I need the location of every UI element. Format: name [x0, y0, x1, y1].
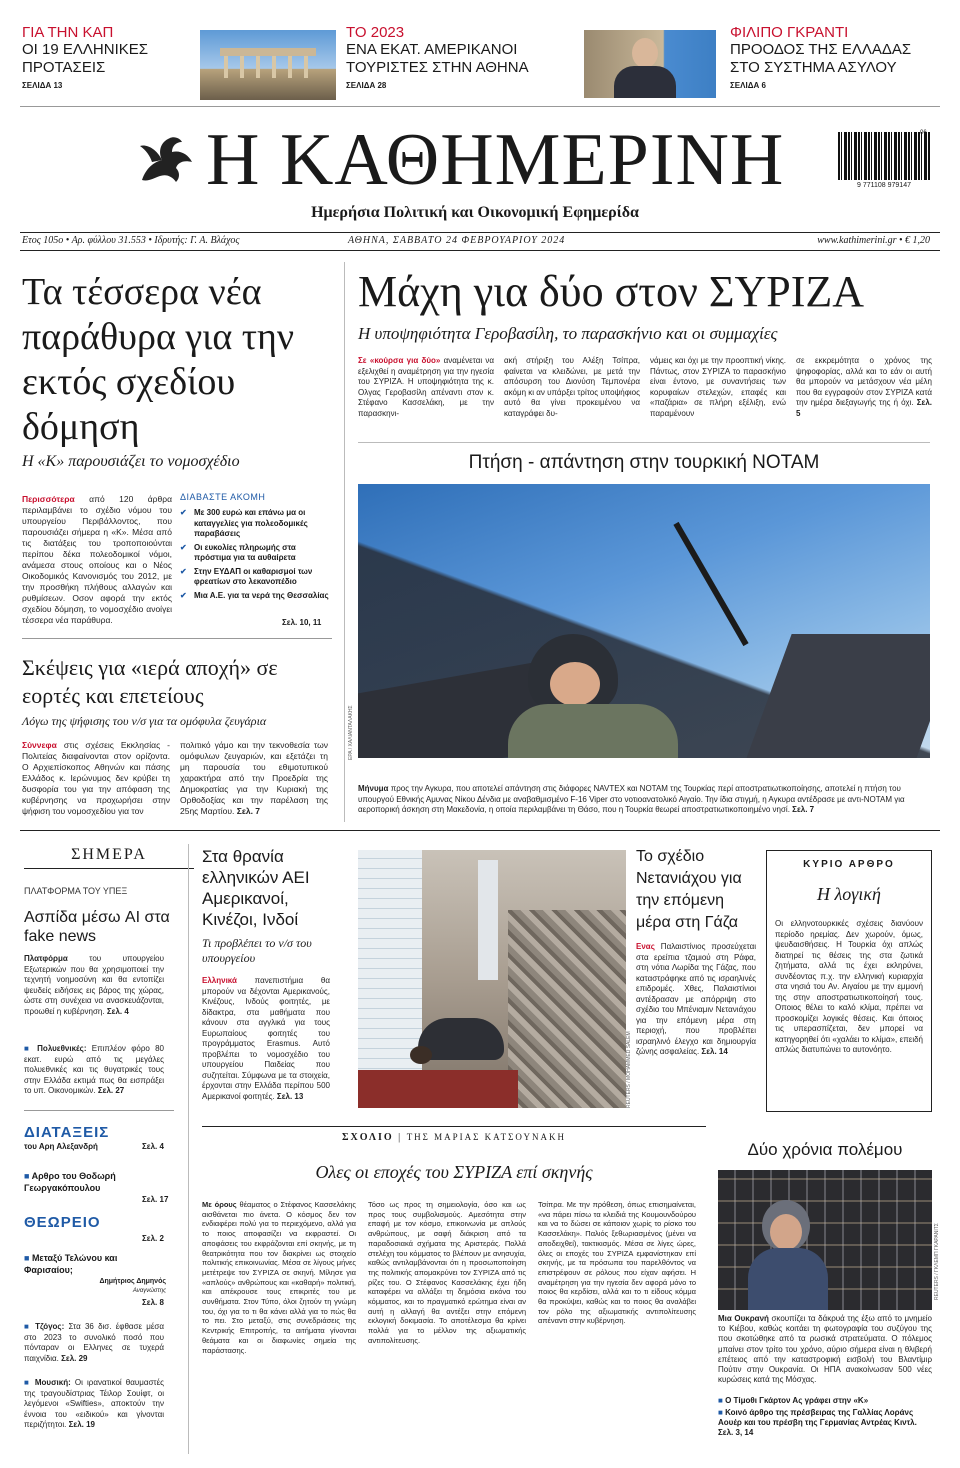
ukraine-headline[interactable]: Δύο χρόνια πολέμου: [747, 1140, 903, 1159]
index-item3-role: Αναγνώστης: [132, 1288, 166, 1294]
building-headline[interactable]: Τα τέσσερα νέα παράθυρα για την εκτός σχεδίου δόμηση: [22, 271, 295, 448]
acropolis-photo: [200, 30, 336, 100]
check-icon: ✔: [180, 590, 187, 600]
commentary-col2: Τόσο ως προς τη σημειολογία, όσο και ως προς τους συμβολισμούς. Αμεσότητα στην επαφή με τον κόσμο, επικοινωνία με απλούς ανθρώπους, με σαφή διάκριση από τα παραδοσιακά σχήματα της Αριστεράς. Πολλά στελέχη του κόμματος το βλέπουν με ανησυχία, καθώς αντιλαμβάνονται ότι η προσωποποίηση της πολιτικής απομακρύνει τον ΣΥΡΙΖΑ από τις ρίζες του. Ο Στέφανος Κασσελάκης έχει ήδη καταφέρει να αλλάξει τη δημόσια εικόνα του κόμματος, και το πραγματικό ερώτημα είναι αν αυτή η αλλαγή θα αντέξει στην επόμενη εκλογική δοκιμασία. Το αποτέλεσμα θα κρίνει πολλά για το μέλλον της αξιωματικής αντιπολίτευσης.: [368, 1200, 526, 1345]
editorial-title: Η λογική: [817, 884, 881, 904]
teaser-grandi[interactable]: [730, 24, 930, 90]
building-body: [22, 494, 172, 626]
index-section2-pages: Σελ. 2: [142, 1234, 164, 1243]
teaser-title: ΠΡΟΟΔΟΣ ΤΗΣ ΕΛΛΑΔΑΣ ΣΤΟ ΣΥΣΤΗΜΑ ΑΣΥΛΟΥ: [730, 41, 912, 76]
universities-headline[interactable]: Στα θρανία ελληνικών ΑΕΙ Αμερικανοί, Κινέζοι, Ινδοί: [202, 847, 310, 929]
notam-headline[interactable]: Πτήση - απάντηση στην τουρκική NOTAM: [468, 452, 820, 473]
read-more-title: ΔΙΑΒΑΣΤΕ ΑΚΟΜΗ: [180, 492, 266, 502]
religion-pages: Σελ. 7: [236, 806, 261, 816]
column-divider: [188, 844, 189, 1454]
issue-info: Ετος 105ο • Αρ. φύλλου 31.553 • Ιδρυτής: Γ. Α. Βλάχος: [22, 235, 240, 246]
date-line: ΑΘΗΝΑ, ΣΑΒΒΑΤΟ 24 ΦΕΒΡΟΥΑΡΙΟΥ 2024: [348, 235, 566, 246]
index-item3-pages: Σελ. 8: [142, 1298, 164, 1307]
ukraine-body: Μια Ουκρανή σκουπίζει τα δάκρυά της έξω από το μνημείο το Κιέβου, καθώς κοιτάει τη φωτογραφία του συζύγου της που σκοτώθηκε από τα ρωσικά στρατεύματα. Ο πόλεμος μπαίνει στον τρίτο του χρόνο, αύριο σήμερα είναι η θλιβερή επέτειος από την καταστροφική εισβολή του Βλαντίμιρ Πούτιν στην Ουκρανία. Οι ΗΠΑ ανακοίνωσαν 500 νέες κυρώσεις κατά της Μόσχας.: [718, 1314, 932, 1385]
today-title: ΣΗΜΕΡΑ: [24, 846, 194, 869]
syriza-col3: νάμεις και όχι με την προοπτική νίκης. Πάντως, στον ΣΥΡΙΖΑ το παρασκήνιο είναι έντονο, με συναντήσεις των κορυφαίων στελεχών, επαφές και «παζάρια» σε πλήρη εξέλιξη, ενώ παραμένουν: [650, 356, 786, 418]
index-section2[interactable]: ΘΕΩΡΕΙΟ: [24, 1214, 101, 1231]
read-more-list: [180, 508, 330, 604]
teaser-page: ΣΕΛΙΔΑ 6: [730, 81, 766, 90]
teaser-tourists[interactable]: [346, 24, 556, 90]
gaza-credit: REUTERS / MOHAMMED SALEM: [626, 1031, 632, 1108]
barcode-issue: 06: [920, 130, 927, 136]
building-lead: Περισσότερα: [22, 494, 75, 504]
building-pages: Σελ. 10, 11: [282, 618, 322, 627]
index-item5: ■ Μουσική: Οι ιρανατικοί θαυμαστές της τραγουδίστριας Τέιλορ Σουίφτ, οι λεγόμενοι «Swifties», αποκτούν την έννοια του «ειδικού» και γίνονται περιζήτητοι. Σελ. 19: [24, 1378, 164, 1431]
index-item4: ■ Τζόγος: Στα 36 δισ. έφθασε μέσα στο 2023 το συνολικό ποσό που πόνταραν οι Ελληνες σε τυχερά παιχνίδια. Σελ. 29: [24, 1322, 164, 1364]
commentary-headline[interactable]: Ολες οι εποχές του ΣΥΡΙΖΑ επί σκηνής: [315, 1162, 593, 1182]
building-body-text: από 120 άρθρα περιλαμβάνει το σχέδιο νόμου του υπουργείου Περιβάλλοντος, που παρουσιάζει σήμερα η «Κ». Μέσα από τις διατάξεις του τροποποιούνται περίπου δέκα πολεοδομικοί νόμοι, ανάμεσα στους οποίους και ο Νέος Οικοδομικός Κανονισμός του 2012, με την προσθήκη πλήθους αλλαγών και ρυθμίσεων. Οσον αφορά την εκτός σχεδίου δόμηση, το νομοσχέδιο ανοίγει τέσσερα νέα παράθυρα.: [22, 494, 172, 625]
ukraine-bullet1[interactable]: ■ Ο Τίμοθι Γκάρτον Ας γράφει στην «Κ»: [718, 1396, 932, 1406]
teaser-title: ΕΝΑ ΕΚΑΤ. ΑΜΕΡΙΚΑΝΟΙ ΤΟΥΡΙΣΤΕΣ ΣΤΗΝ ΑΘΗΝΑ: [346, 41, 529, 76]
barcode-number: 9 771108 979147: [857, 182, 911, 189]
syriza-col2: ακή στήριξη του Αλέξη Τσίπρα, φαίνεται να κλειδώνει, με μετά την απόσυρση του Διονύση Τεμπονέρα ακόμη κι αν υπάρξει τρίτος υποψήφιος αυτό θα γίνει προκειμένου να καταγράφει δυ-: [504, 356, 640, 418]
syriza-lead: Σε «κούρσα για δύο»: [358, 356, 441, 365]
notam-caption-lead: Μήνυμα: [358, 784, 389, 793]
religion-lead: Σύννεφα: [22, 740, 57, 750]
today-lead: Πλατφόρμα: [24, 954, 68, 963]
syriza-col4: σε εκκρεμότητα ο χρόνος της ψηφοφορίας, αλλά και το εάν οι αυτή θα μπορούν να μετάσχουν νέα μέλη που θα εγγραφούν στον ΣΥΡΙΖΑ κατά την ημέρα διεξαγωγής της ή όχι. Σελ. 5: [796, 356, 932, 418]
check-icon: ✔: [180, 508, 187, 517]
index-item3-author: Δημήτριος Δημηνός: [99, 1278, 166, 1285]
read-more-item[interactable]: ✔ Μια Α.Ε. για τα νερά της Θεσσαλίας: [180, 590, 329, 600]
universities-pages: Σελ. 13: [276, 1091, 304, 1101]
teaser-kicker: ΤΟ 2023: [346, 24, 405, 41]
teaser-page: ΣΕΛΙΔΑ 13: [22, 81, 63, 90]
today-headline[interactable]: Ασπίδα μέσω AI στα fake news: [24, 909, 170, 945]
divider: [358, 442, 930, 443]
teaser-kicker: ΦΙΛΙΠΟ ΓΚΡΑΝΤΙ: [730, 24, 849, 41]
index-section1[interactable]: ΔΙΑΤΑΞΕΙΣ: [24, 1124, 110, 1141]
divider: [20, 250, 940, 251]
check-icon: ✔: [180, 566, 187, 576]
gaza-photo: [358, 850, 626, 1108]
read-more-item[interactable]: ✔ Με 300 ευρώ και επάνω μα οι καταγγελίες για πολεοδομικές παραβάσεις: [180, 508, 308, 538]
divider: [20, 232, 940, 233]
teaser-page: ΣΕΛΙΔΑ 28: [346, 81, 387, 90]
read-more-item[interactable]: ✔ Στην ΕΥΔΑΠ οι καθαρισμοί των φρεατίων στο λεκανοπέδιο: [180, 566, 313, 586]
editorial-label: ΚΥΡΙΟ ΑΡΘΡΟ: [803, 859, 895, 870]
today-kicker: ΠΛΑΤΦΟΡΜΑ ΤΟΥ ΥΠΕΞ: [24, 886, 128, 896]
ukraine-bullet2[interactable]: ■ Κοινό άρθρο της πρέσβειρας της Γαλλίας Λοράνς Αουέρ και του πρέσβη της Γερμανίας Αντρέας Κιντλ. Σελ. 3, 14: [718, 1408, 932, 1438]
religion-headline[interactable]: Σκέψεις για «ιερά αποχή» σε εορτές και επετείους: [22, 655, 278, 708]
read-more-item[interactable]: ✔ Οι ευκολίες πληρωμής στα πρόστιμα για τα αυθαίρετα: [180, 542, 296, 562]
today-item2-lead: ■ Πολυεθνικές:: [24, 1044, 87, 1053]
notam-pages: Σελ. 7: [792, 805, 815, 814]
divider: [24, 1110, 174, 1111]
universities-lead: Ελληνικά: [202, 976, 237, 985]
teaser-kap[interactable]: [22, 24, 172, 90]
syriza-headline[interactable]: Μάχη για δύο στον ΣΥΡΙΖΑ: [358, 267, 865, 316]
gaza-lead: Ενας: [636, 942, 655, 951]
commentary-col3: Τσίπρα. Με την πρόθεση, όπως επισημαίνεται, «να πάρει πίσω τα κλειδιά της Κουμουνδούρου και να το δώσει σε κάποιον χωρίς το ρίσκο του Κασσελάκη». Παλιός ξεθωριασμένος (μένει να αποδειχθεί), τακτικισμός. Μέσα σε λίγες ώρες, όλες οι εποχές του ΣΥΡΙΖΑ εμφανίστηκαν επί σκηνής, με τα πρόσωπα του παρελθόντος να επιστρέφουν σε ρόλους που είχαν αφήσει. Η αναμέτρηση για την ηγεσία δεν αφορά μόνο το ποιος θα κερδίσει, αλλά και το τι είδους κόμμα θα προκύψει, καθώς και το ποιος θα αναλάβει τον ρόλο της αξιωματικής αντιπολίτευσης απέναντι στην κυβέρνηση.: [538, 1200, 696, 1326]
ukraine-pages: Σελ. 3, 14: [718, 1428, 754, 1437]
religion-col2: [180, 740, 328, 817]
index-item3[interactable]: ■ Μεταξύ Τελώνου και Φαρισαίου;: [24, 1252, 144, 1276]
divider: [202, 1126, 706, 1127]
commentary-header: ΣΧΟΛΙΟ | ΤΗΣ ΜΑΡΙΑΣ ΚΑΤΣΟΥΝΑΚΗ: [342, 1132, 566, 1143]
editorial-box: [766, 850, 932, 1112]
syriza-subhead: Η υποψηφιότητα Γεροβασίλη, το παρασκήνιο και οι συμμαχίες: [358, 324, 778, 343]
ukraine-credit: REUTERS / ΓΚΛΕΜΠ ΓΚΑΡΑΝΙΤΣ: [934, 1223, 940, 1300]
divider: [20, 830, 940, 831]
gaza-pages: Σελ. 14: [701, 1047, 728, 1056]
ukraine-lead: Μια Ουκρανή: [718, 1314, 769, 1323]
ukraine-photo: [718, 1170, 932, 1310]
cockpit-photo: [358, 484, 930, 758]
masthead-title: Η ΚΑΘΗΜΕΡΙΝΗ: [206, 119, 785, 201]
religion-col1-text: στις σχέσεις Εκκλησίας - Πολιτείας διαφαίνονται στον ορίζοντα. Ο Αρχιεπίσκοπος Αθηνών και πάσης Ελλάδος κ. Ιερώνυμος δεν κρύβει τη δυσφορία του για την απόφαση της κυβέρνησης να προχωρήσει στην ψήφιση του νομοσχεδίου για τον: [22, 740, 170, 816]
building-subhead: Η «Κ» παρουσιάζει το νομοσχέδιο: [22, 453, 240, 470]
notam-credit: EPA / ΧΑΛΙΑΝΤΑΛΑΚΗΣ: [348, 705, 354, 760]
universities-subhead: Τι προβλέπει το ν/σ του υπουργείου: [202, 936, 312, 965]
index-section1-item: του Αρη Αλεξανδρή: [24, 1142, 98, 1151]
religion-col2-text: πολιτικό γάμο και την τεκνοθεσία των ομόφυλων ζευγαριών, και εξετάζει τη μη παρουσία του εθιμοτυπικού χαρακτήρα από την Προεδρία της Δημοκρατίας για την Κυριακή της Ορθοδοξίας και την παρέλαση της 25ης Μαρτίου.: [180, 740, 328, 816]
index-section1-pages: Σελ. 4: [142, 1142, 164, 1151]
website-price: www.kathimerini.gr • € 1,20: [817, 235, 930, 246]
gaza-body: Ενας Παλαιστίνιος προσεύχεται στα ερείπια τζαμιού στη Ράφα, στη νότια Λωρίδα της Γάζας, που καταστράφηκε από τις ισραηλινές επιδρομές. Χθες, Παλαιστίνιοι αντέδρασαν με απόρριψη στο σχέδιο του Μπένιαμιν Νετανιάχου για την επόμενη μέρα στη περιοχή, που προβλέπει ισραηλινό έλεγχο και δημιουργία ζώνης ασφαλείας. Σελ. 14: [636, 942, 756, 1056]
today-item2: ■ Πολυεθνικές: Επιπλέον φόρο 80 εκατ. ευρώ από τις μεγάλες πολυεθνικές και τις θυγατρικές τους στην Ελλάδα εκτιμά πως θα εισπράξει το υπ. Οικονομικών. Σελ. 27: [24, 1044, 164, 1097]
commentary-lead: Με όρους: [202, 1200, 237, 1209]
column-divider: [344, 262, 345, 822]
religion-col1: [22, 740, 170, 817]
griffin-logo: [136, 128, 198, 190]
index-article[interactable]: ■ Αρθρο του Θοδωρή Γεωργακόπουλου: [24, 1170, 144, 1194]
divider: [20, 106, 940, 107]
notam-caption: Μήνυμα προς την Αγκυρα, που αποτελεί απάντηση στις διάφορες NAVTEX και NOTAM της Τουρκίας περί αποστρατιωτικοποίησης, αποτελεί η πτήση του υπουργού Εθνικής Αμυνας Νίκου Δένδια με αναβαθμισμένο F-16 Viper στο νοτιοανατολικό Αιγαίο. Την ίδια στιγμή, η Αγκυρα αντέδρασε με αντι-NOTAM για αεροπορική άσκηση στη Μακεδονία, η οποία περιλαμβάνει τη Θάσο, που η Τουρκία θεωρεί αποστρατιωτικοποιημένο νησί. Σελ. 7: [358, 784, 905, 814]
today-item2-pages: Σελ. 27: [97, 1086, 125, 1095]
masthead-subtitle: Ημερήσια Πολιτική και Οικονομική Εφημερίδα: [311, 204, 639, 221]
gaza-headline[interactable]: Το σχέδιο Νετανιάχου για την επόμενη μέρα στη Γάζα: [636, 848, 742, 931]
today-pages: Σελ. 4: [106, 1006, 129, 1016]
barcode: [838, 132, 930, 180]
check-icon: ✔: [180, 542, 187, 552]
teaser-title: ΟΙ 19 ΕΛΛΗΝΙΚΕΣ ΠΡΟΤΑΣΕΙΣ: [22, 41, 149, 76]
syriza-col1: Σε «κούρσα για δύο» αναμένεται να εξελιχθεί η αναμέτρηση για την ηγεσία του ΣΥΡΙΖΑ. Η υποψηφιότητα της κ. Ολγας Γεροβασίλη απέναντι στον κ. Στέφανο Κασσελάκη, με την παρασκηνι-: [358, 356, 495, 418]
divider: [22, 638, 332, 639]
commentary-label: ΣΧΟΛΙΟ: [342, 1132, 394, 1143]
index-article-pages: Σελ. 17: [142, 1195, 169, 1204]
religion-subhead: Λόγω της ψήφισης του ν/σ για τα ομόφυλα ζευγάρια: [22, 714, 267, 728]
commentary-col1: Με όρους θέαματος ο Στέφανος Κασσελάκης αισθάνεται πιο άνετα. Ο κόσμος δεν τον ενδιαφέρει πολύ για το περιεχόμενο, αλλά για το ποιος αποφασίζει να εκφραστεί. Οι αποφάσεις του εκφράζονται επί σκηνής, με τη θεατρικότητα που τον διακρίνει ως στοιχείο πολιτικής επικοινωνίας. Μέσα σε λίγους μήνες μετέτρεψε τον ΣΥΡΙΖΑ σε σκηνή. Μίλησε για «απλούς» ανθρώπους και «καθαρή» πολιτική, και απέκρουσε τους επικριτές του με συνθήματα. Στον Τύπο, όλοι ζητούν τη γνώμη του, όχι για το τι θα κάνει αλλά για το πώς θα το πει. Στο μεταξύ, στις συνεδριάσεις της Κεντρικής Επιτροπής, τα αιτήματα γίνονται θεάματα και οι διαφωνίες σημεία της παράστασης.: [202, 1200, 356, 1355]
grandi-photo: [584, 30, 716, 98]
commentary-author: ΤΗΣ ΜΑΡΙΑΣ ΚΑΤΣΟΥΝΑΚΗ: [406, 1132, 566, 1142]
today-body: Πλατφόρμα του υπουργείου Εξωτερικών που θα χρησιμοποιεί την τεχνητή νοημοσύνη και θα εντοπίζει ψευδείς ειδήσεις εις βάρος της χώρας, ώστε στη συνέχεια να ανασκευάζονται, προωθεί η κυβέρνηση. Σελ. 4: [24, 954, 164, 1016]
editorial-body: Οι ελληνοτουρκικές σχέσεις διανύουν περίοδο ηρεμίας. Δεν χωρούν, όμως, ψευδαισθήσεις. Η Τουρκία όχι απλώς διατηρεί τις θέσεις της στα ζωτικά ζητήματα, αλλά τις έχει εκληρύνει, συνδέοντας π.χ. την ελληνική κυριαρχία στα νησιά του Αν. Αιγαίου με την εμμονή της στην αποστρατιωτικοποίησή τους. Οποιος θέλει το καλό κλίμα, πρέπει να προσκομίζει λογικές θέσεις. Και όποιος τις υπερασπίζεται, δεν μπορεί να κατηγορηθεί ότι «χαλάει το κλίμα», επειδή απλώς διατυπώνει το αυτονόητο.: [775, 919, 923, 1054]
teaser-kicker: ΓΙΑ ΤΗΝ ΚΑΠ: [22, 24, 114, 41]
universities-body: Ελληνικά πανεπιστήμια θα μπορούν να δέχονται Αμερικανούς, Κινέζους, Ινδούς φοιτητές, με δίδακτρα, στα μαθήματα που κάνουν στα αγγλικά για τους Ευρωπαίους φοιτητές του προγράμματος Erasmus. Αυτό προβλέπει το νομοσχέδιο του υπουργείου Παιδείας που συζητείται. Σύμφωνα με τα στοιχεία, έρχονται στην Ελλάδα περίπου 500 Αμερικανοί φοιτητές. Σελ. 13: [202, 976, 330, 1101]
syriza-pages: Σελ. 5: [796, 398, 932, 418]
